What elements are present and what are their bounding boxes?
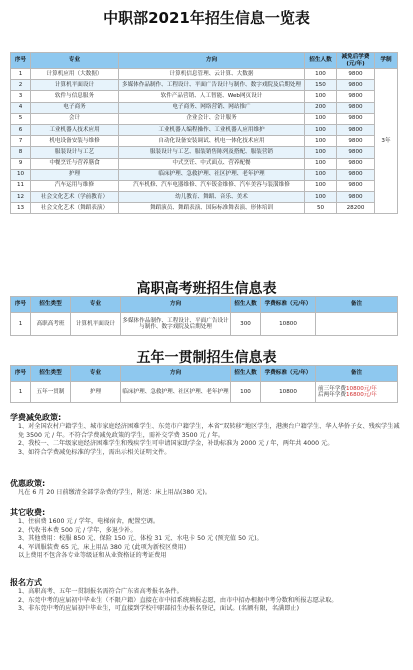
other-fees-note: 以上费用不包含各专业等级证和从业资格证的考证费用 <box>18 552 167 559</box>
gz-count: 300 <box>231 313 261 336</box>
row-direction: 软件产品营销、人工智能、Web网页设计 <box>119 91 305 102</box>
row-seq: 10 <box>11 169 31 180</box>
apply-method-section <box>10 577 405 614</box>
row-seq: 8 <box>11 147 31 158</box>
wn-tuition: 10800 <box>261 382 316 403</box>
row-seq: 9 <box>11 158 31 169</box>
gz-seq: 1 <box>11 313 31 336</box>
reduce-policy-item: 1、对全国农村户籍学生、城市家庭经济困难学生、东莞市户籍学生，本省“双转移”地区学生，港澳台户籍学生、华人华侨子女、残疾学生减免 3500 元 / 年。不符合学费减免政策的学生，需补交学费 3500 元 / 年。 <box>18 423 400 439</box>
apply-method-item: 2、东莞中考的应届初中毕业生（不限户籍）直接在市中招系统填报志愿，由市中招办根据中考分数和所报志愿录取。 <box>18 596 338 604</box>
reduce-policy-item: 2、我校一、二年级家庭经济困难学生和残疾学生可申请国家助学金，补助标准为 2000 元 / 年，两年共 4000 元。 <box>18 440 334 447</box>
reduce-policy-section <box>10 412 405 457</box>
row-seq: 2 <box>11 80 31 91</box>
row-count: 100 <box>305 136 337 147</box>
row-seq: 6 <box>11 124 31 135</box>
gaozhi-table-title: 高职高考班招生信息表 <box>136 281 277 297</box>
row-seq: 13 <box>11 203 31 214</box>
row-tuition: 9800 <box>337 169 375 180</box>
row-tuition: 9800 <box>337 124 375 135</box>
row-tuition: 9800 <box>337 91 375 102</box>
row-count: 100 <box>305 69 337 80</box>
wunian-table <box>10 365 398 403</box>
wn-note-value-2: 16800元/年 <box>345 392 377 398</box>
table-row <box>11 180 398 191</box>
row-count: 100 <box>305 158 337 169</box>
apply-method-item: 1、高职高考、五年一贯制报名需符合广东省高考报名条件。 <box>18 588 183 595</box>
other-fees-item: 4、军训服装费 65 元，床上用品 380 元 (此项为新校区费用) <box>18 543 187 551</box>
wn-note-value-1: 10800元/年 <box>345 385 377 392</box>
header-direction: 方向 <box>119 53 305 69</box>
row-major: 中餐烹饪与营养膳食 <box>31 158 119 169</box>
apply-method-item: 3、非东莞中考的应届初中毕业生，可直接到学校中职部招生办报名登记，面试。(名额有限，名满即止) <box>18 605 300 612</box>
wn-major: 护理 <box>71 382 121 403</box>
wn-note-label-1: 前三年学费 <box>318 385 346 392</box>
duration-cell: 3年 <box>375 69 398 214</box>
row-count: 100 <box>305 180 337 191</box>
gz-note <box>316 313 398 336</box>
gz-header-direction: 方向 <box>121 297 231 313</box>
gz-header-type: 招生类型 <box>31 297 71 313</box>
wn-note-label-2: 后两年学费 <box>318 392 346 398</box>
header-duration: 学制 <box>375 53 398 69</box>
table-row <box>11 313 398 336</box>
other-fees-title: 其它收费: <box>10 508 46 517</box>
row-count: 100 <box>305 91 337 102</box>
preferential-title: 优惠政策: <box>10 479 46 488</box>
wn-header-seq: 序号 <box>11 366 31 382</box>
header-tuition: 减免后学费 (元/年) <box>337 53 375 69</box>
row-direction: 企业会计、会计服务 <box>119 113 305 124</box>
gaozhi-table <box>10 296 398 336</box>
row-seq: 7 <box>11 136 31 147</box>
row-count: 50 <box>305 203 337 214</box>
wn-header-type: 招生类型 <box>31 366 71 382</box>
table-row <box>11 382 398 403</box>
table-row <box>11 136 398 147</box>
row-count: 150 <box>305 80 337 91</box>
row-count: 100 <box>305 169 337 180</box>
gz-header-major: 专业 <box>71 297 121 313</box>
other-fees-item: 3、其他费用：校服 850 元、保险 150 元、体检 31 元、水电卡 50 元 (预充值 50 元)。 <box>18 535 263 542</box>
row-count: 100 <box>305 124 337 135</box>
row-seq: 5 <box>11 113 31 124</box>
row-direction: 多媒体作品制作、工程设计、平面广告设计与制作、数字戏院及后期处理 <box>119 80 305 91</box>
row-seq: 11 <box>11 180 31 191</box>
wn-direction: 临床护理、急救护理、社区护理、老年护理 <box>121 382 231 403</box>
apply-method-title: 报名方式 <box>10 578 42 587</box>
row-tuition: 9800 <box>337 69 375 80</box>
table-row <box>11 102 398 113</box>
preferential-item: 凡在 6 月 20 日前缴清全部学杂费的学生，附送：床上用品(380 元)。 <box>18 489 211 496</box>
row-direction: 服装设计与工艺、服装销售陈列及搭配、服装营销 <box>119 147 305 158</box>
row-major: 计算机平面设计 <box>31 80 119 91</box>
row-count: 100 <box>305 192 337 203</box>
wunian-table-title: 五年一贯制招生信息表 <box>136 350 277 366</box>
gz-header-note: 备注 <box>316 297 398 313</box>
row-direction: 电子商务、网络营销、网站推广 <box>119 102 305 113</box>
wn-header-count: 招生人数 <box>231 366 261 382</box>
main-table-title: 中职部2021年招生信息一览表 <box>103 9 310 27</box>
row-tuition: 9800 <box>337 136 375 147</box>
row-major: 服装设计与工艺 <box>31 147 119 158</box>
table-row <box>11 169 398 180</box>
row-tuition: 9800 <box>337 113 375 124</box>
gz-type: 高职高考班 <box>31 313 71 336</box>
other-fees-section <box>10 507 405 561</box>
gz-header-tuition: 学费标准（元/年） <box>261 297 316 313</box>
table-row <box>11 203 398 214</box>
preferential-section <box>10 478 405 498</box>
row-count: 100 <box>305 147 337 158</box>
row-tuition: 9800 <box>337 192 375 203</box>
header-count: 招生人数 <box>305 53 337 69</box>
table-row <box>11 69 398 80</box>
gz-header-seq: 序号 <box>11 297 31 313</box>
gz-tuition: 10800 <box>261 313 316 336</box>
wn-header-major: 专业 <box>71 366 121 382</box>
row-major: 社会文化艺术（学前教育） <box>31 192 119 203</box>
header-seq: 序号 <box>11 53 31 69</box>
row-direction: 舞蹈演员、舞蹈表演、国际标准舞表演、形体培训 <box>119 203 305 214</box>
wn-header-direction: 方向 <box>121 366 231 382</box>
row-major: 社会文化艺术（舞蹈表演） <box>31 203 119 214</box>
other-fees-item: 1、住宿费 1600 元 / 学年，电梯宿舍，配置空调。 <box>18 518 160 525</box>
header-major: 专业 <box>31 53 119 69</box>
reduce-policy-item: 3、如符合学费减免标准的学生，需出示相关证明文件。 <box>18 448 171 456</box>
row-count: 100 <box>305 113 337 124</box>
gz-header-count: 招生人数 <box>231 297 261 313</box>
row-tuition: 9800 <box>337 180 375 191</box>
row-major: 电子商务 <box>31 102 119 113</box>
wn-note <box>316 382 398 403</box>
table-row <box>11 80 398 91</box>
row-tuition: 28200 <box>337 203 375 214</box>
row-seq: 4 <box>11 102 31 113</box>
row-tuition: 9800 <box>337 102 375 113</box>
wn-header-tuition: 学费标准（元/年） <box>261 366 316 382</box>
row-direction: 工业机器人编程操作、工业机器人应用维护 <box>119 124 305 135</box>
row-tuition: 9800 <box>337 158 375 169</box>
reduce-policy-title: 学费减免政策: <box>10 413 62 422</box>
row-seq: 1 <box>11 69 31 80</box>
table-row <box>11 158 398 169</box>
gz-direction: 多媒体作品制作、工程设计、平面广告设计与制作、数字戏院及后期处理 <box>121 313 231 336</box>
row-direction: 临床护理、急救护理、社区护理、老年护理 <box>119 169 305 180</box>
gz-major: 计算机平面设计 <box>71 313 121 336</box>
row-direction: 汽车机修、汽车电器维修、汽车钣金维修、汽车美容与装潢维修 <box>119 180 305 191</box>
wn-count: 100 <box>231 382 261 403</box>
row-seq: 3 <box>11 91 31 102</box>
row-direction: 计算机信息管理、云计算、大数据 <box>119 69 305 80</box>
table-row <box>11 192 398 203</box>
table-row <box>11 91 398 102</box>
row-tuition: 9800 <box>337 147 375 158</box>
wn-type: 五年一贯制 <box>31 382 71 403</box>
row-major: 计算机应用（大数据） <box>31 69 119 80</box>
row-direction: 幼儿教育、舞蹈、音乐、美术 <box>119 192 305 203</box>
row-seq: 12 <box>11 192 31 203</box>
row-tuition: 9800 <box>337 80 375 91</box>
row-major: 工业机器人技术应用 <box>31 124 119 135</box>
wn-header-note: 备注 <box>316 366 398 382</box>
other-fees-item: 2、代收书本费 500 元 / 学年，多退少补。 <box>18 526 137 534</box>
main-enrollment-table <box>10 52 398 214</box>
table-row <box>11 124 398 135</box>
row-major: 会计 <box>31 113 119 124</box>
row-major: 护理 <box>31 169 119 180</box>
table-row <box>11 147 398 158</box>
row-direction: 中式烹饪、中式面点、营养配餐 <box>119 158 305 169</box>
row-count: 200 <box>305 102 337 113</box>
row-direction: 自动化设备安装调试、机电一体化技术应用 <box>119 136 305 147</box>
row-major: 汽车运用与维修 <box>31 180 119 191</box>
row-major: 软件与信息服务 <box>31 91 119 102</box>
wn-seq: 1 <box>11 382 31 403</box>
table-row <box>11 113 398 124</box>
row-major: 机电设备安装与维修 <box>31 136 119 147</box>
